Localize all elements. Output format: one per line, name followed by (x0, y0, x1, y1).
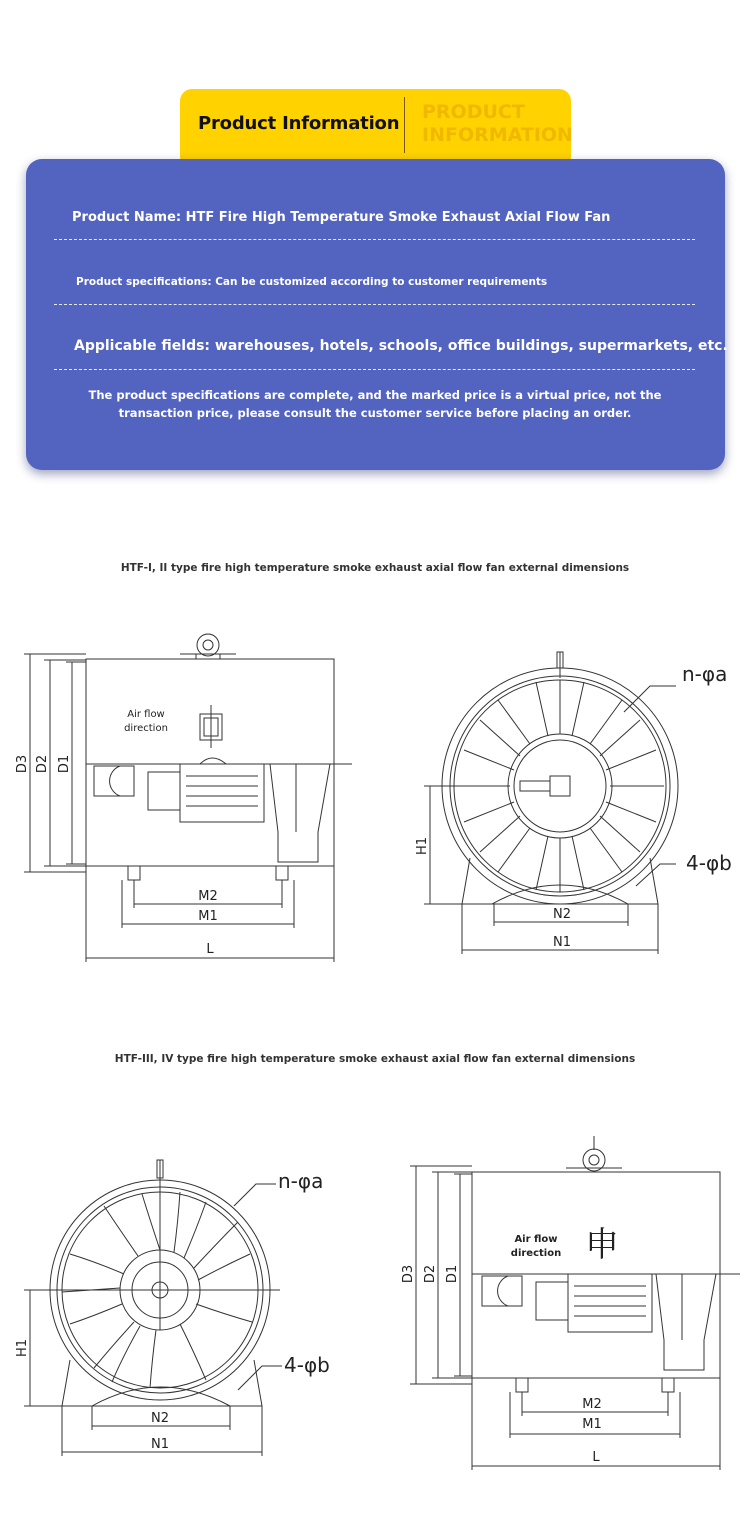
fan-side-view-1 (24, 634, 352, 962)
label-l: L (206, 942, 214, 957)
airflow-label-line2: direction (510, 1248, 562, 1259)
label-h1: H1 (415, 836, 430, 856)
airflow-label-line2: direction (124, 723, 168, 734)
label-n2: N2 (151, 1411, 169, 1426)
label-4-phi-b: 4-φb (284, 1353, 330, 1377)
label-n1: N1 (151, 1437, 169, 1452)
label-h1: H1 (15, 1338, 30, 1358)
diagram1-caption: HTF-I, II type fire high temperature smoke exhaust axial flow fan external dimensions (120, 562, 630, 574)
label-n-phi-a: n-φa (278, 1169, 324, 1193)
fan-side-view-2 (410, 1136, 740, 1470)
label-d1: D1 (445, 1264, 460, 1284)
label-n-phi-a: n-φa (682, 662, 728, 686)
header-title: Product Information (198, 113, 400, 134)
label-d1: D1 (57, 754, 72, 774)
label-4-phi-b: 4-φb (686, 851, 732, 875)
price-note: The product specifications are complete, and the marked price is a virtual price, not the transaction price, please consult the customer service before placing an order. (88, 388, 662, 420)
header-subtitle-line1: PRODUCT (422, 101, 525, 123)
label-m1: M1 (582, 1417, 602, 1432)
label-d3: D3 (15, 754, 30, 774)
product-name: Product Name: HTF Fire High Temperature Smoke Exhaust Axial Flow Fan (72, 210, 611, 225)
label-m2: M2 (198, 889, 218, 904)
airflow-label-line1: Air flow (514, 1234, 558, 1245)
label-d3: D3 (401, 1264, 416, 1284)
label-n2: N2 (553, 907, 571, 922)
junction-box-glyph: 申 (585, 1225, 619, 1265)
label-l: L (592, 1450, 600, 1465)
label-d2: D2 (35, 754, 50, 774)
diagram2-caption: HTF-III, IV type fire high temperature smoke exhaust axial flow fan external dimensions (114, 1053, 636, 1065)
label-d2: D2 (423, 1264, 438, 1284)
product-specifications: Product specifications: Can be customized according to customer requirements (76, 276, 548, 288)
applicable-fields: Applicable fields: warehouses, hotels, schools, office buildings, supermarkets, etc. (74, 338, 728, 354)
label-n1: N1 (553, 935, 571, 950)
header-subtitle-line2: INFORMATION (422, 124, 573, 146)
label-m2: M2 (582, 1397, 602, 1412)
label-m1: M1 (198, 909, 218, 924)
fan-front-view-1 (424, 652, 678, 954)
airflow-label-line1: Air flow (127, 709, 165, 720)
